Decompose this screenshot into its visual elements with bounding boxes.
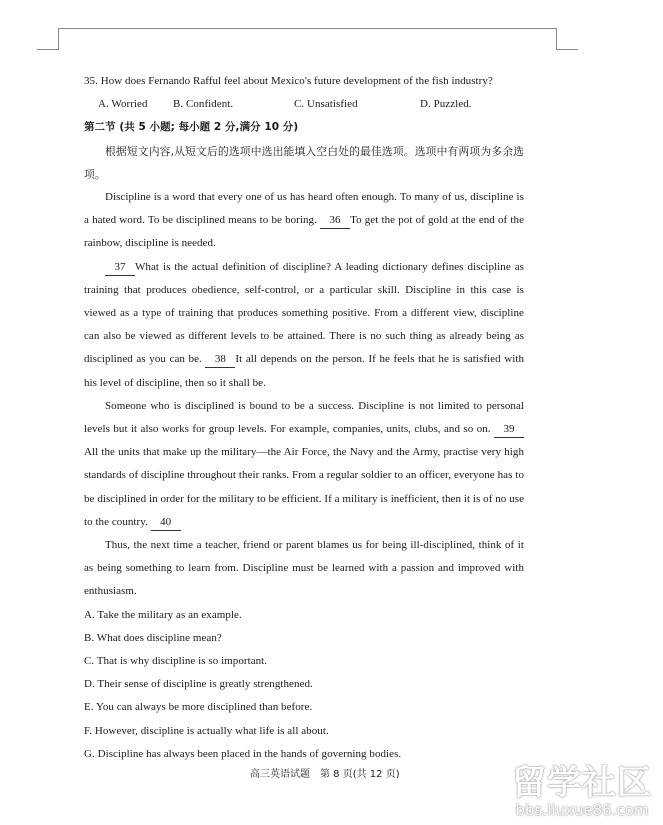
watermark-logo-text: 留学社区	[512, 763, 652, 803]
passage-paragraph-2	[84, 256, 524, 395]
exam-content	[84, 70, 524, 766]
blank-36: 36	[320, 212, 350, 229]
blank-39: 39	[494, 421, 524, 438]
question-35-stem: 35. How does Fernando Rafful feel about Mexico's future development of the fish industry?	[84, 75, 493, 87]
p3-text-mid: All the units that make up the military—the Air Force, the Navy and the Army, practise very high standards of discipline throughout their ranks. From a regular soldier to an officer, everyone has to be disciplined in order for the military to be efficient. If a military is inefficient, then it is of no use to the country.	[84, 446, 524, 528]
watermark	[502, 764, 662, 818]
passage-paragraph-1	[84, 186, 524, 256]
answer-choices	[84, 604, 524, 766]
p1-text-before: Discipline is a word that every one of us has heard often enough. To many of us, discipline is a hated word. To be disciplined means to be boring.	[84, 191, 524, 227]
page-frame-right-edge	[556, 28, 557, 50]
blank-40: 40	[151, 514, 181, 531]
question-35-options	[98, 93, 524, 116]
choice-d: D. Their sense of discipline is greatly strengthened.	[84, 678, 313, 691]
section-instructions: 根据短文内容,从短文后的选项中选出能填入空白处的最佳选项。选项中有两项为多余选项。	[84, 144, 524, 181]
p3-text-before: Someone who is disciplined is bound to be a success. Discipline is not limited to personal levels but it also works for group levels. For example, companies, units, clubs, and so on.	[84, 399, 524, 436]
blank-37: 37	[105, 259, 135, 276]
page-frame-left-stub	[37, 49, 59, 50]
passage-paragraph-3	[84, 395, 524, 534]
option-c: C. Unsatisfied	[294, 98, 358, 111]
option-a: A. Worried	[98, 98, 148, 111]
page-frame-left-edge	[58, 28, 59, 50]
passage-paragraph-4: Thus, the next time a teacher, friend or parent blames us for being ill-disciplined, think of it as being something to learn from. Discipline must be learned with a passion and improved with enthusiasm.	[84, 539, 524, 598]
choice-e: E. You can always be more disciplined than before.	[84, 701, 313, 714]
section-title: 第二节 (共 5 小题; 每小题 2 分,满分 10 分)	[84, 121, 299, 134]
watermark-url: bbs.liuxue86.com	[515, 801, 649, 819]
choice-g: G. Discipline has always been placed in the hands of governing bodies.	[84, 747, 402, 760]
page-frame-top-line	[58, 28, 556, 29]
blank-38: 38	[205, 351, 235, 368]
choice-c: C. That is why discipline is so important.	[84, 655, 268, 668]
p2-text-mid: What is the actual definition of discipline? A leading dictionary defines discipline as training that produces obedience, self-control, or a particular skill. Discipline in this case is viewed as a type of training that produces something positive. From a different view, discipline can also be viewed as different levels to be attained. There is no such thing as already being as disciplined as you can be.	[84, 260, 524, 366]
p1-text-after: To get the pot of gold at the end of the rainbow, discipline is needed.	[84, 214, 525, 250]
choice-f: F. However, discipline is actually what life is all about.	[84, 724, 329, 737]
p2-text-after: It all depends on the person. If he feels that he is satisfied with his level of discipline, then so it shall be.	[84, 353, 524, 389]
choice-a: A. Take the military as an example.	[84, 608, 242, 621]
page-frame-right-stub	[556, 49, 578, 50]
option-d: D. Puzzled.	[420, 98, 472, 111]
choice-b: B. What does discipline mean?	[84, 631, 222, 644]
option-b: B. Confident.	[173, 98, 234, 111]
page-footer: 高三英语试题 第 8 页(共 12 页)	[250, 769, 400, 780]
